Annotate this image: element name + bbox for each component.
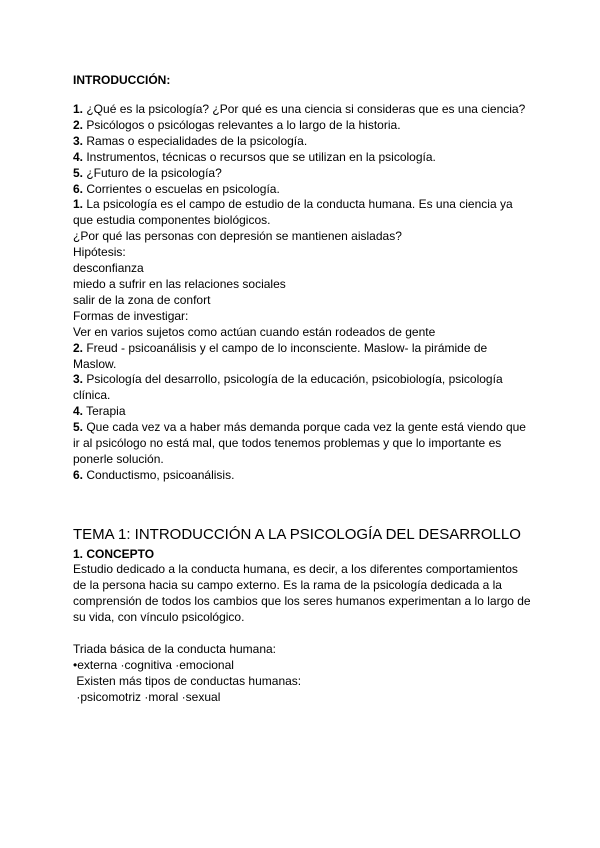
types-label: Existen más tipos de conductas humanas: bbox=[73, 673, 302, 688]
note-line: Ver en varios sujetos como actúan cuando están rodeados de gente bbox=[73, 324, 436, 339]
answer-6: 6. Conductismo, psicoanálisis. bbox=[73, 467, 235, 482]
note-line: Formas de investigar: bbox=[73, 308, 189, 323]
question-4: 4. Instrumentos, técnicas o recursos que se utilizan en la psicología. bbox=[73, 149, 436, 164]
answer-4: 4. Terapia bbox=[73, 404, 126, 419]
question-5: 5. ¿Futuro de la psicología? bbox=[73, 165, 222, 180]
section-heading: 1. CONCEPTO bbox=[73, 547, 155, 561]
question-3: 3. Ramas o especialidades de la psicología. bbox=[73, 133, 308, 148]
answer-2: 2. Freud - psicoanálisis y el campo de lo inconsciente. Maslow- la pirámide de Maslow. bbox=[73, 340, 488, 371]
note-line: Hipótesis: bbox=[73, 245, 126, 260]
note-line: desconfianza bbox=[73, 261, 144, 276]
intro-heading: INTRODUCCIÓN: bbox=[73, 73, 171, 87]
triad-items: •externa ·cognitiva ·emocional bbox=[73, 657, 234, 672]
note-line: miedo a sufrir en las relaciones sociales bbox=[73, 276, 286, 291]
note-line: salir de la zona de confort bbox=[73, 292, 211, 307]
concepto-paragraph: Estudio dedicado a la conducta humana, es decir, a los diferentes comportamientos de la persona hacia su campo externo. Es la rama de la psicología dedicada a la comprensión de todos los cambios que los seres humanos experimentan a lo largo de su vida, con vínculo psicológico. bbox=[73, 562, 531, 624]
question-2: 2. Psicólogos o psicólogas relevantes a lo largo de la historia. bbox=[73, 117, 401, 132]
question-1: 1. ¿Qué es la psicología? ¿Por qué es una ciencia si consideras que es una ciencia? bbox=[73, 102, 526, 116]
intro-body bbox=[73, 102, 533, 484]
answer-1: 1. La psicología es el campo de estudio de la conducta humana. Es una ciencia ya que estudia componentes biológicos. bbox=[73, 197, 513, 228]
concepto-body bbox=[73, 562, 533, 626]
tema-title: TEMA 1: INTRODUCCIÓN A LA PSICOLOGÍA DEL DESARROLLO bbox=[73, 526, 521, 543]
triad-label: Triada básica de la conducta humana: bbox=[73, 642, 277, 656]
question-6: 6. Corrientes o escuelas en psicología. bbox=[73, 181, 280, 196]
answer-3: 3. Psicología del desarrollo, psicología de la educación, psicobiología, psicología clínica. bbox=[73, 372, 503, 403]
types-items: ·psicomotriz ·moral ·sexual bbox=[73, 689, 221, 704]
conducta-list bbox=[73, 642, 533, 706]
answer-5: 5. Que cada vez va a haber más demanda porque cada vez la gente está viendo que ir al psicólogo no está mal, que todos tenemos problemas y que lo importante es ponerle solución. bbox=[73, 420, 526, 466]
note-line: ¿Por qué las personas con depresión se mantienen aisladas? bbox=[73, 229, 402, 244]
